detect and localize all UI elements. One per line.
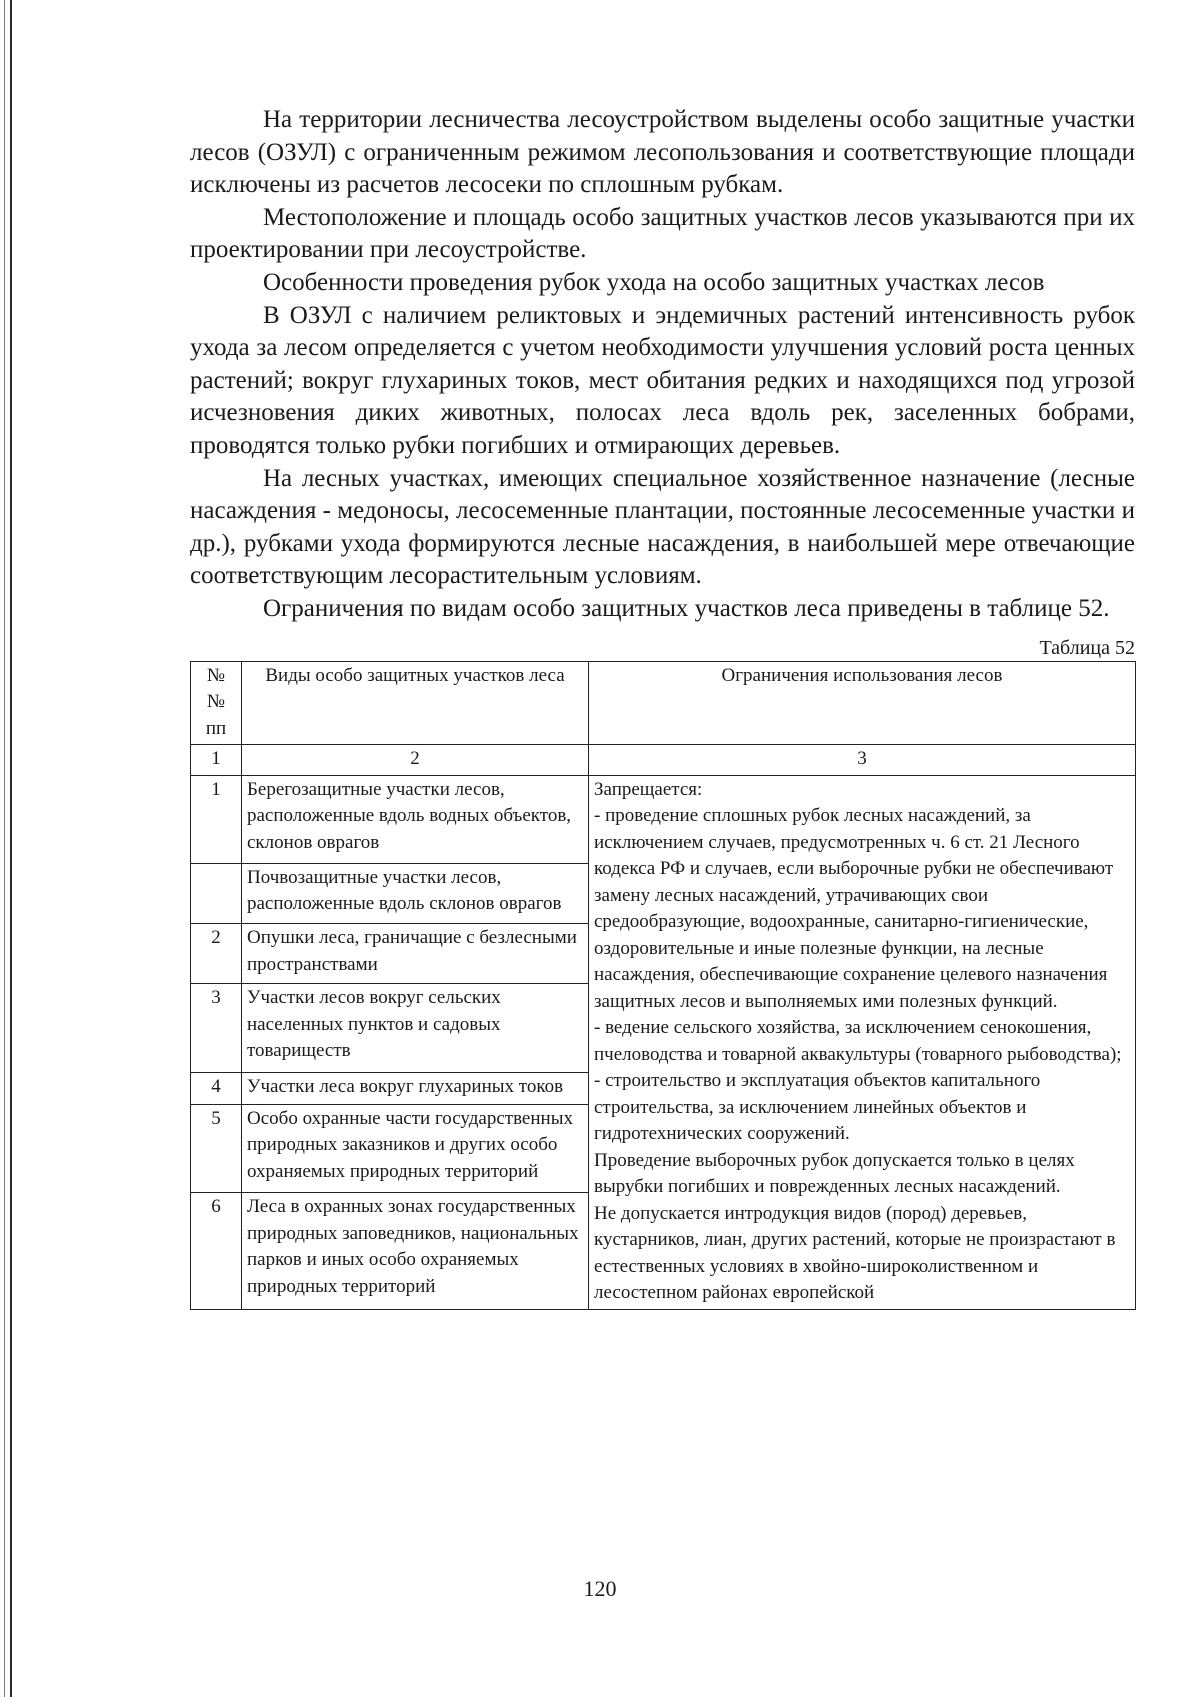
col-number-3: 3 (589, 745, 1136, 776)
restriction-line: Проведение выборочных рубок допускается только в целях вырубки погибших и поврежденных лесных насаждений. (594, 1149, 1075, 1197)
table-header-row (191, 661, 1136, 745)
col-number-1: 1 (191, 745, 242, 776)
row-num (191, 863, 242, 923)
restriction-line: - проведение сплошных рубок лесных насаждений, за исключением случаев, предусмотренных ч. 6 ст. 21 Лесного кодекса РФ и случаев, если выборочные рубки не обеспечивают замену лесных насаждений, утрачивающих свои средообразующие, водоохранные, санитарно-гигиенические, оздоровительные и иные полезные функции, на лесные насаждения, обеспечивающие сохранение целевого назначения защитных лесов и выполняемых ими полезных функций. (594, 805, 1114, 1012)
restriction-line: - строительство и эксплуатация объектов капитального строительства, за исключением линейных объектов и гидротехнических сооружений. (594, 1070, 1041, 1144)
header-num (191, 661, 242, 745)
row-num: 4 (191, 1072, 242, 1104)
row-type: Почвозащитные участки лесов, расположенные вдоль склонов оврагов (242, 863, 589, 923)
row-num: 2 (191, 924, 242, 984)
row-num: 6 (191, 1193, 242, 1309)
paragraph-table-reference: Ограничения по видам особо защитных участков леса приведены в таблице 52. (263, 594, 1110, 622)
restrictions-table (190, 661, 1136, 1310)
restriction-line: Запрещается: (594, 778, 703, 800)
restriction-line: - ведение сельского хозяйства, за исключением сенокошения, пчеловодства и товарной аквакультуры (товарного рыбоводства); (594, 1017, 1122, 1065)
paragraph-special-purpose: На лесных участках, имеющих специальное хозяйственное назначение (лесные насаждения - медоносы, лесосеменные плантации, постоянные лесосеменные участки и др.), рубками ухода формируются лесные насаждения, в наибольшей мере отвечающие соответствующим лесорастительным условиям. (190, 464, 1135, 590)
row-type: Леса в охранных зонах государственных природных заповедников, национальных парков и иных особо охраняемых природных территорий (242, 1193, 589, 1309)
row-num: 1 (191, 775, 242, 863)
restriction-line: Не допускается интродукция видов (пород) деревьев, кустарников, лиан, других растений, которые не произрастают в естественных условиях в хвойно-широколиственном и лесостепном районах европейской (594, 1202, 1116, 1303)
row-num: 5 (191, 1104, 242, 1192)
paragraph-ozul-intro: На территории лесничества лесоустройством выделены особо защитные участки лесов (ОЗУЛ) с ограниченным режимом лесопользования и соответствующие площади исключены из расчетов лесосеки по сплошным рубкам. (190, 106, 1135, 199)
row-type: Участки лесов вокруг сельских населенных пунктов и садовых товариществ (242, 984, 589, 1072)
row-type: Участки леса вокруг глухариных токов (242, 1072, 589, 1104)
page-number: 120 (583, 1576, 617, 1601)
restriction-cell (589, 775, 1136, 1309)
row-type: Особо охранные части государственных природных заказников и других особо охраняемых природных территорий (242, 1104, 589, 1192)
paragraph-location: Местоположение и площадь особо защитных участков лесов указываются при их проектировании при лесоустройстве. (190, 203, 1135, 264)
scan-edge-line (10, 0, 12, 1697)
header-restriction: Ограничения использования лесов (589, 661, 1136, 745)
row-type: Берегозащитные участки лесов, расположенные вдоль водных объектов, склонов оврагов (242, 775, 589, 863)
table-caption: Таблица 52 (1039, 636, 1135, 659)
table-row (191, 775, 1136, 863)
header-type: Виды особо защитных участков леса (242, 661, 589, 745)
column-number-row (191, 745, 1136, 776)
paragraph-thinning-heading: Особенности проведения рубок ухода на особо защитных участках лесов (263, 268, 1045, 296)
scan-edge-line-outer (4, 0, 5, 1697)
row-type: Опушки леса, граничащие с безлесными пространствами (242, 924, 589, 984)
header-num-text: № № пп (205, 664, 227, 739)
row-num: 3 (191, 984, 242, 1072)
page-content (190, 104, 1135, 1310)
col-number-2: 2 (242, 745, 589, 776)
paragraph-relict-plants: В ОЗУЛ с наличием реликтовых и эндемичных растений интенсивность рубок ухода за лесом определяется с учетом необходимости улучшения условий роста ценных растений; вокруг глухариных токов, мест обитания редких и находящихся под угрозой исчезновения диких животных, полосах леса вдоль рек, заселенных бобрами, проводятся только рубки погибших и отмирающих деревьев. (190, 301, 1135, 459)
